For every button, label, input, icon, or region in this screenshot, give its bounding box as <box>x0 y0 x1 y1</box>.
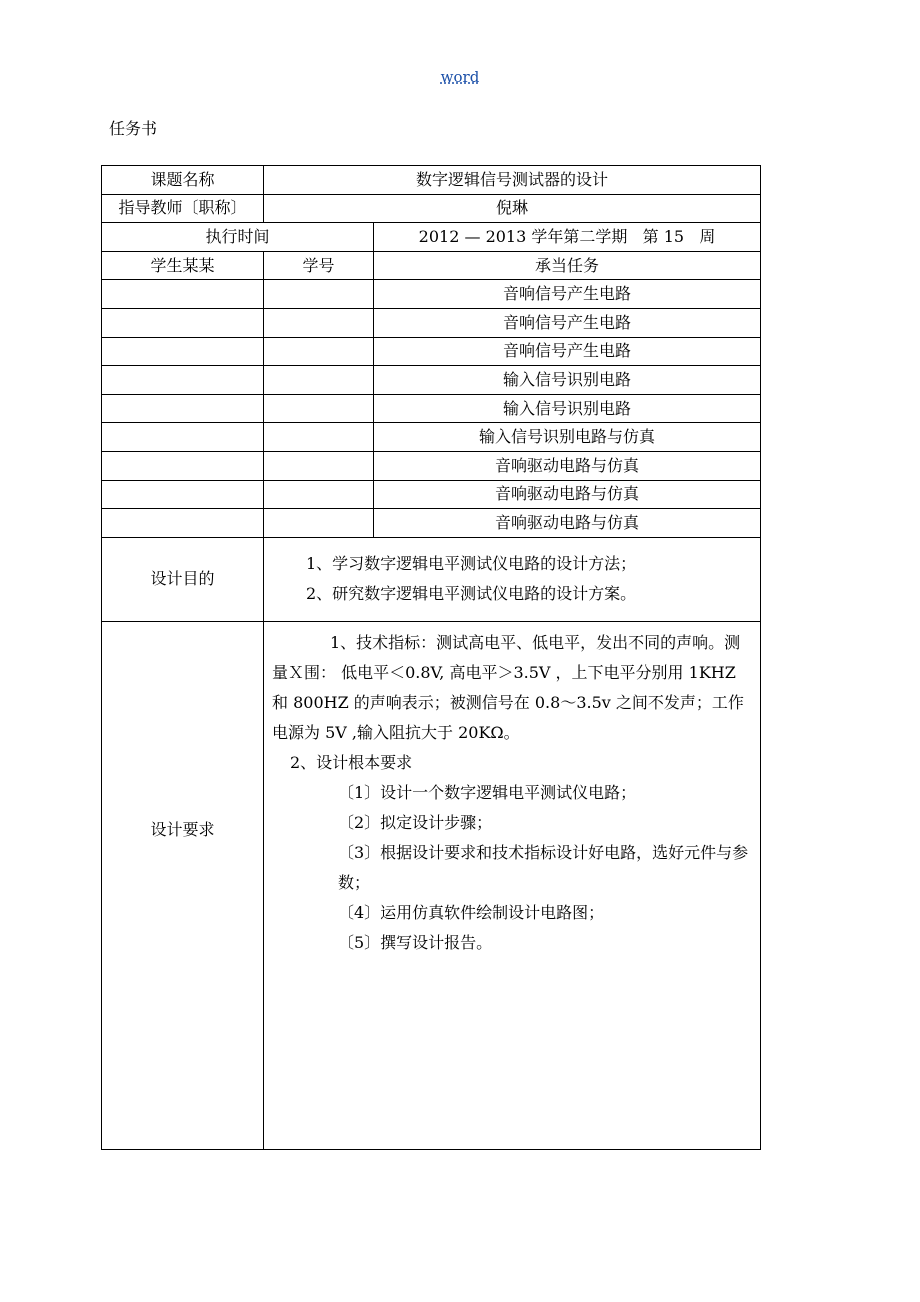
student-row <box>102 509 761 538</box>
student-task: 输入信号识别电路 <box>374 366 761 395</box>
requirements-row <box>102 621 761 1149</box>
student-row <box>102 480 761 509</box>
student-name <box>102 337 264 366</box>
requirements-label: 设计要求 <box>102 621 264 1149</box>
student-task: 音响驱动电路与仿真 <box>374 480 761 509</box>
col-student-header: 学生某某 <box>102 251 264 280</box>
student-task: 输入信号识别电路与仿真 <box>374 423 761 452</box>
student-id <box>264 308 374 337</box>
student-name <box>102 366 264 395</box>
student-id <box>264 480 374 509</box>
student-name <box>102 308 264 337</box>
student-id <box>264 280 374 309</box>
student-task: 输入信号识别电路 <box>374 394 761 423</box>
requirements-subheading: 2、设计根本要求 <box>290 752 413 772</box>
time-value: 2012 — 2013 学年第二学期 第 15 周 <box>374 223 761 252</box>
student-task: 音响信号产生电路 <box>374 308 761 337</box>
col-id-header: 学号 <box>264 251 374 280</box>
student-name <box>102 451 264 480</box>
purpose-content <box>264 537 761 621</box>
student-id <box>264 509 374 538</box>
student-row <box>102 308 761 337</box>
student-task: 音响信号产生电路 <box>374 337 761 366</box>
requirements-item: 〔1〕设计一个数字逻辑电平测试仪电路； <box>338 782 637 802</box>
purpose-row <box>102 537 761 621</box>
student-name <box>102 394 264 423</box>
student-name <box>102 509 264 538</box>
advisor-label: 指导教师〔职称〕 <box>102 194 264 223</box>
advisor-row <box>102 194 761 223</box>
time-row <box>102 223 761 252</box>
student-row <box>102 366 761 395</box>
student-row <box>102 394 761 423</box>
task-table <box>101 165 761 1150</box>
student-id <box>264 394 374 423</box>
student-id <box>264 423 374 452</box>
student-task: 音响驱动电路与仿真 <box>374 451 761 480</box>
topic-label: 课题名称 <box>102 166 264 195</box>
student-row <box>102 337 761 366</box>
student-task: 音响驱动电路与仿真 <box>374 509 761 538</box>
advisor-value: 倪琳 <box>264 194 761 223</box>
header-word-link[interactable]: word <box>440 68 480 86</box>
requirements-item: 〔5〕撰写设计报告。 <box>338 932 493 952</box>
student-name <box>102 423 264 452</box>
student-row <box>102 423 761 452</box>
student-row <box>102 451 761 480</box>
requirements-paragraph: 1、技术指标：测试高电平、低电平，发出不同的声响。测量Ｘ围： 低电平＜0.8V, 高电平＞3.5V ，上下电平分别用 1KHZ 和 800HZ 的声响表示；被测信号在 0.8～3.5v 之间不发声；工作电源为 5V ,输入阻抗大于 20KΩ。 <box>272 632 744 742</box>
student-id <box>264 337 374 366</box>
purpose-line: 2、研究数字逻辑电平测试仪电路的设计方案。 <box>306 584 637 604</box>
purpose-line: 1、学习数字逻辑电平测试仪电路的设计方法； <box>306 554 637 574</box>
requirements-item: 〔2〕拟定设计步骤； <box>338 812 493 832</box>
student-header-row <box>102 251 761 280</box>
requirements-content <box>264 621 761 1149</box>
requirements-item: 〔4〕运用仿真软件绘制设计电路图； <box>338 902 605 922</box>
document-title: 任务书 <box>109 119 158 138</box>
student-id <box>264 451 374 480</box>
student-name <box>102 480 264 509</box>
col-task-header: 承当任务 <box>374 251 761 280</box>
student-row <box>102 280 761 309</box>
student-id <box>264 366 374 395</box>
requirements-item: 〔3〕根据设计要求和技术指标设计好电路，选好元件与参数； <box>338 842 749 892</box>
student-name <box>102 280 264 309</box>
purpose-label: 设计目的 <box>102 537 264 621</box>
topic-row <box>102 166 761 195</box>
student-task: 音响信号产生电路 <box>374 280 761 309</box>
time-label: 执行时间 <box>102 223 374 252</box>
topic-value: 数字逻辑信号测试器的设计 <box>264 166 761 195</box>
